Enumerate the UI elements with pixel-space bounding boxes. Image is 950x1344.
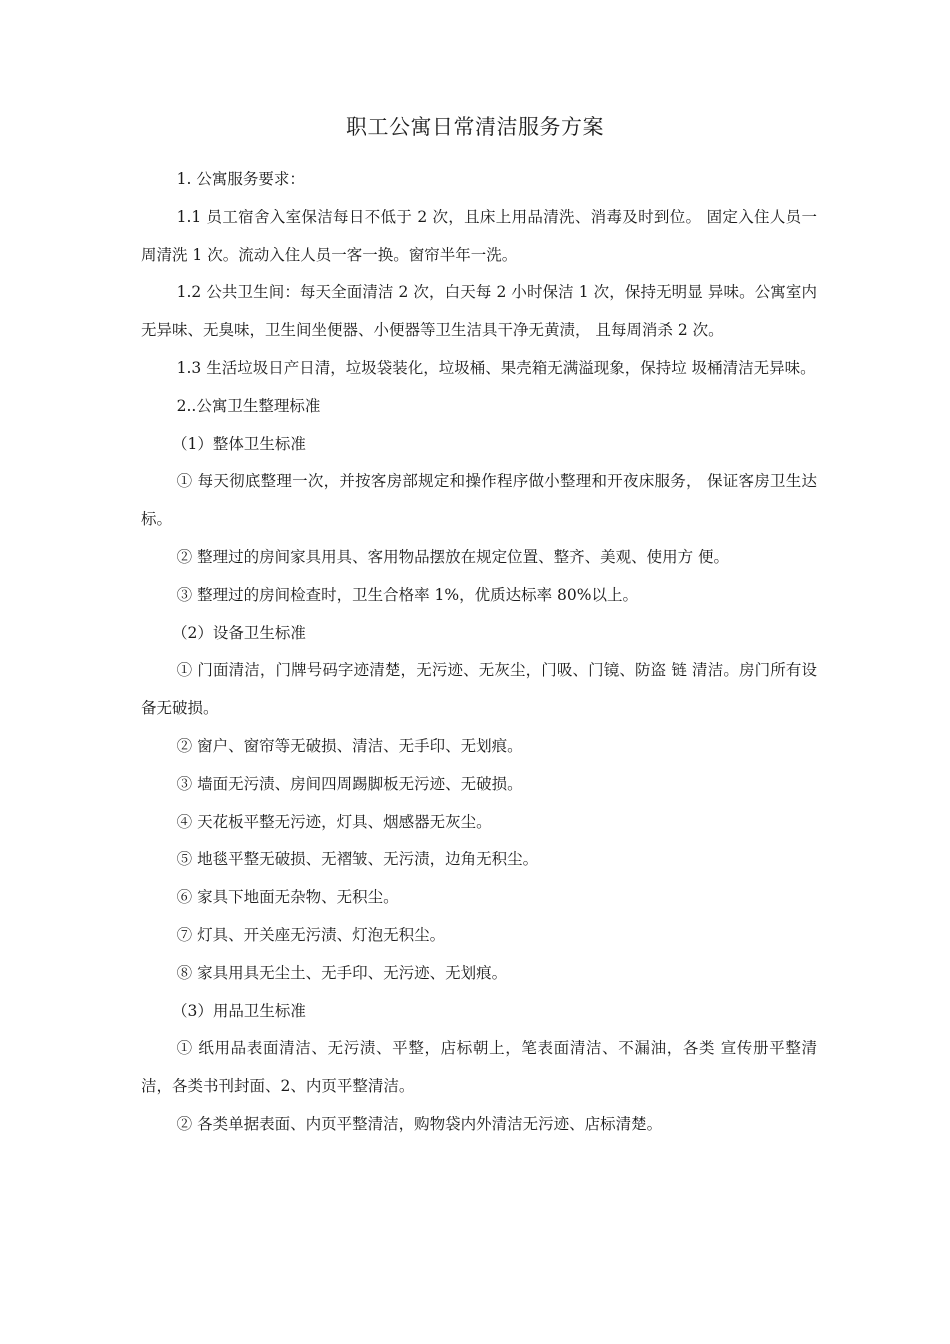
- subheading-supplies-standard: （3）用品卫生标准: [172, 1001, 306, 1020]
- list-item: ⑧ 家具用具无尘土、无手印、无污迹、无划痕。: [176, 963, 508, 982]
- list-item: ③ 整理过的房间检查时，卫生合格率 1%，优质达标率 80%以上。: [176, 585, 638, 604]
- paragraph-1-2: 1.2 公共卫生间：每天全面清洁 2 次，白天每 2 小时保洁 1 次，保持无明显 异味。公寓室内无异味、无臭味，卫生间坐便器、小便器等卫生洁具干净无黄渍， 且每周消杀 2 次。: [141, 283, 817, 340]
- list-item: ② 各类单据表面、内页平整清洁，购物袋内外清洁无污迹、店标清楚。: [176, 1114, 663, 1133]
- list-item: ① 门面清洁，门牌号码字迹清楚，无污迹、无灰尘，门吸、门镜、防盗 链 清洁。房门所有设备无破损。: [141, 661, 817, 718]
- paragraph-1-3: 1.3 生活垃圾日产日清，垃圾袋装化，垃圾桶、果壳箱无满溢现象，保持垃 圾桶清洁无异味。: [176, 358, 816, 377]
- list-item: ② 窗户、窗帘等无破损、清洁、无手印、无划痕。: [176, 736, 523, 755]
- list-item: ① 每天彻底整理一次，并按客房部规定和操作程序做小整理和开夜床服务， 保证客房卫生达标。: [141, 472, 817, 529]
- list-item: ⑦ 灯具、开关座无污渍、灯泡无积尘。: [176, 925, 446, 944]
- list-item: ② 整理过的房间家具用具、客用物品摆放在规定位置、整齐、美观、使用方 便。: [176, 547, 729, 566]
- document-body: [141, 161, 817, 1144]
- list-item: ⑥ 家具下地面无杂物、无积尘。: [176, 888, 399, 907]
- list-item: ④ 天花板平整无污迹，灯具、烟感器无灰尘。: [176, 812, 492, 831]
- list-item: ③ 墙面无污渍、房间四周踢脚板无污迹、无破损。: [176, 774, 523, 793]
- list-item: ① 纸用品表面清洁、无污渍、平整，店标朝上，笔表面清洁、不漏油，各类 宣传册平整清洁，各类书刊封面、2、内页平整清洁。: [141, 1039, 817, 1096]
- document-title: 职工公寓日常清洁服务方案: [346, 115, 604, 139]
- paragraph-1-1: 1.1 员工宿舍入室保洁每日不低于 2 次，且床上用品清洗、消毒及时到位。 固定入住人员一周清洗 1 次。流动入住人员一客一换。窗帘半年一洗。: [141, 207, 817, 264]
- subheading-overall-standard: （1）整体卫生标准: [172, 434, 306, 453]
- section-heading-2: 2..公寓卫生整理标准: [176, 396, 321, 415]
- section-heading-1: 1. 公寓服务要求：: [176, 170, 305, 188]
- subheading-equipment-standard: （2）设备卫生标准: [172, 623, 306, 642]
- list-item: ⑤ 地毯平整无破损、无褶皱、无污渍，边角无积尘。: [176, 850, 539, 869]
